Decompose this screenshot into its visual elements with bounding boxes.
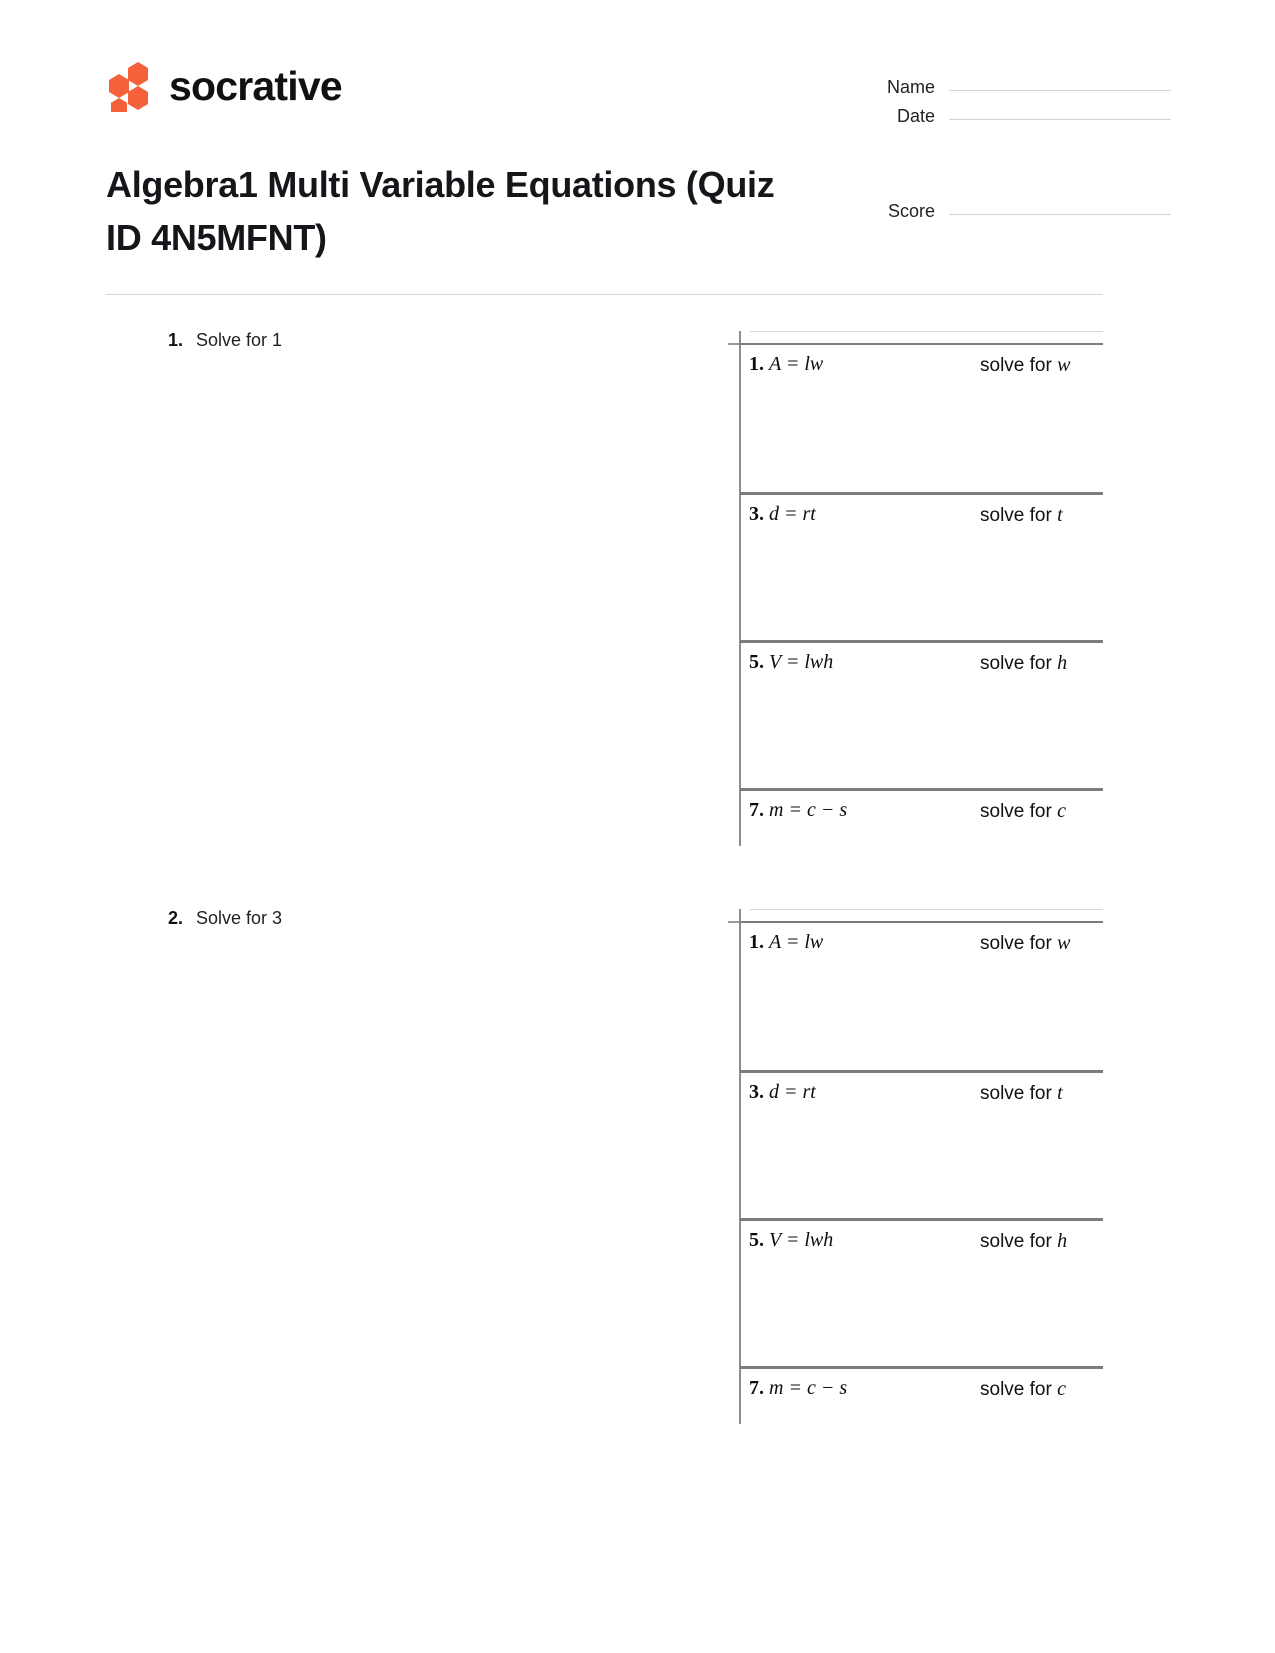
worksheet-target-variable: c xyxy=(1057,800,1066,822)
worksheet-graphic-1 xyxy=(728,323,1103,853)
worksheet-row xyxy=(740,789,1103,853)
page-title: Algebra1 Multi Variable Equations (Quiz ID 4N5MFNT) xyxy=(106,164,775,259)
socrative-logo xyxy=(106,60,342,112)
worksheet-row-index: 5. xyxy=(749,651,764,673)
worksheet-instruction xyxy=(980,1378,1066,1401)
worksheet-instruction-text: solve for xyxy=(980,1083,1058,1104)
worksheet-instruction xyxy=(980,1230,1067,1253)
name-field-line[interactable] xyxy=(949,90,1171,91)
worksheet-row-index: 1. xyxy=(749,353,764,375)
question-1-header xyxy=(168,330,282,351)
worksheet-equation xyxy=(749,931,823,954)
worksheet-target-variable: h xyxy=(1057,1230,1068,1252)
name-field[interactable] xyxy=(873,78,1171,96)
worksheet-row xyxy=(740,1367,1103,1431)
worksheet-equation-text: d = rt xyxy=(769,503,816,525)
name-field-label: Name xyxy=(886,77,935,97)
question-1-attachment-image xyxy=(728,323,1103,853)
worksheet-equation xyxy=(749,1229,833,1252)
worksheet-equation xyxy=(749,353,823,376)
date-field-label: Date xyxy=(896,106,935,126)
worksheet-equation-text: V = lwh xyxy=(769,1229,834,1251)
question-2-prompt: Solve for 3 xyxy=(196,908,283,928)
worksheet-instruction-text: solve for xyxy=(980,801,1058,822)
worksheet-row xyxy=(740,1071,1103,1219)
worksheet-equation xyxy=(749,1377,847,1400)
worksheet-row xyxy=(740,343,1103,493)
worksheet-target-variable: t xyxy=(1057,504,1063,526)
question-2-header xyxy=(168,908,282,929)
worksheet-instruction xyxy=(980,354,1070,377)
worksheet-instruction xyxy=(980,504,1063,527)
header-divider xyxy=(106,294,1103,295)
worksheet-instruction xyxy=(980,932,1070,955)
score-field-line[interactable] xyxy=(949,214,1171,215)
worksheet-equation-text: V = lwh xyxy=(769,651,834,673)
date-field[interactable] xyxy=(873,107,1171,125)
worksheet-row-index: 7. xyxy=(749,799,764,821)
worksheet-instruction-text: solve for xyxy=(980,933,1058,954)
worksheet-equation xyxy=(749,503,816,526)
socrative-wordmark: socrative xyxy=(169,62,342,109)
worksheet-instruction-text: solve for xyxy=(980,505,1058,526)
worksheet-instruction xyxy=(980,652,1067,675)
worksheet-equation-text: A = lw xyxy=(769,931,824,953)
question-1-prompt: Solve for 1 xyxy=(196,330,283,350)
question-1-number: 1. xyxy=(168,330,184,350)
date-field-line[interactable] xyxy=(949,119,1171,120)
worksheet-target-variable: t xyxy=(1057,1082,1063,1104)
worksheet-row-index: 3. xyxy=(749,503,764,525)
worksheet-row xyxy=(740,641,1103,789)
page-header xyxy=(0,0,1275,295)
worksheet-row xyxy=(740,921,1103,1071)
worksheet-instruction-text: solve for xyxy=(980,355,1058,376)
worksheet-row xyxy=(740,1219,1103,1367)
worksheet-target-variable: c xyxy=(1057,1378,1066,1400)
worksheet-row-index: 7. xyxy=(749,1377,764,1399)
worksheet-equation xyxy=(749,651,833,674)
worksheet-instruction-text: solve for xyxy=(980,653,1058,674)
worksheet-graphic-2 xyxy=(728,901,1103,1431)
worksheet-target-variable: h xyxy=(1057,652,1068,674)
worksheet-instruction xyxy=(980,800,1066,823)
question-2-number: 2. xyxy=(168,908,184,928)
worksheet-top-rule-1 xyxy=(750,331,1103,332)
worksheet-row-index: 3. xyxy=(749,1081,764,1103)
score-field-label: Score xyxy=(887,201,935,221)
question-2-attachment-image xyxy=(728,901,1103,1431)
worksheet-instruction-text: solve for xyxy=(980,1231,1058,1252)
worksheet-instruction xyxy=(980,1082,1063,1105)
worksheet-row-index: 5. xyxy=(749,1229,764,1251)
worksheet-equation-text: m = c − s xyxy=(769,799,848,821)
worksheet-row-index: 1. xyxy=(749,931,764,953)
worksheet-top-rule-2 xyxy=(750,909,1103,910)
worksheet-equation xyxy=(749,1081,816,1104)
worksheet-equation xyxy=(749,799,847,822)
worksheet-target-variable: w xyxy=(1057,354,1071,376)
worksheet-equation-text: A = lw xyxy=(769,353,824,375)
worksheet-instruction-text: solve for xyxy=(980,1379,1058,1400)
worksheet-target-variable: w xyxy=(1057,932,1071,954)
score-field[interactable] xyxy=(873,202,1171,220)
worksheet-equation-text: m = c − s xyxy=(769,1377,848,1399)
worksheet-equation-text: d = rt xyxy=(769,1081,816,1103)
socrative-hexagon-logo-icon xyxy=(106,60,152,112)
worksheet-row xyxy=(740,493,1103,641)
